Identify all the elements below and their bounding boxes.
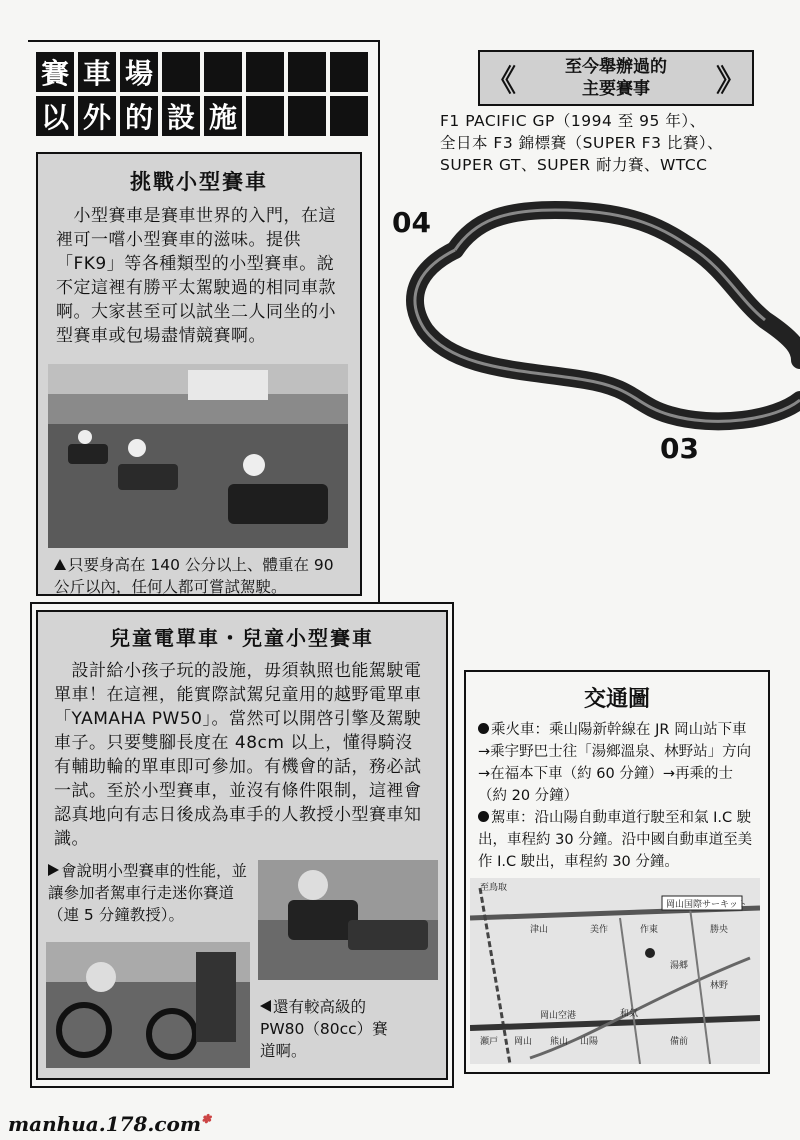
map-label: 美作 (590, 925, 609, 935)
kart-photo (48, 364, 348, 548)
kids-photo-kart (258, 860, 438, 980)
kids-body: 設計給小孩子玩的設施，毋須執照也能駕駛電單車！在這裡，能實際試駕兒童用的越野電單車「YAMAHA PW50」。當然可以開啓引擎及駕駛車子。只要雙腳長度在 48cm 以上，懂得騎沒有輔助輪的單車即可參加。有機會的話，務必試一試。至於小型賽車，並沒有條件限制，這裡會認真地向有志日後成為車手的人教授小型賽車知識。 (54, 661, 422, 849)
map-label: 備前 (670, 1037, 689, 1047)
events-line: F1 PACIFIC GP（1994 至 95 年）、 (440, 112, 706, 130)
title-char: 設 (162, 96, 200, 136)
map-label: 林野 (710, 981, 729, 991)
transport-train (478, 719, 758, 807)
triangle-up-icon (54, 559, 66, 570)
transport-train-text: 乘火車：乘山陽新幹線在 JR 岡山站下車→乘宇野巴士往「湯鄉溫泉、林野站」方向→在福本下車（約 60 分鐘）→再乘的士（約 20 分鐘） (478, 722, 752, 804)
transport-car (478, 807, 758, 873)
triangle-left-icon (260, 1000, 271, 1012)
map-label: 至鳥取 (480, 883, 508, 893)
access-map (470, 878, 760, 1064)
map-label: 和気 (620, 1009, 639, 1019)
sparkle-icon: ✽ (201, 1112, 212, 1126)
map-label: 津山 (530, 925, 549, 935)
kids-caption-2 (260, 996, 400, 1062)
track-label-04: 04 (392, 206, 431, 239)
title-char: 施 (204, 96, 242, 136)
kart-caption-text: 只要身高在 140 公分以上、體重在 90 公斤以內，任何人都可嘗試駕駛。 (54, 556, 334, 596)
events-heading-line2: 主要賽事 (582, 79, 650, 99)
kids-caption-1-text: 會說明小型賽車的性能，並讓參加者駕車行走迷你賽道（連 5 分鐘教授）。 (48, 862, 248, 924)
bullet-icon (478, 723, 489, 734)
triangle-right-icon (48, 864, 59, 876)
map-label: 湯郷 (670, 961, 689, 971)
footer-site-text: manhua.178.com (8, 1112, 202, 1136)
map-label: 山陽 (580, 1037, 599, 1047)
events-heading (478, 50, 754, 106)
track-label-03: 03 (660, 432, 699, 465)
kart-body: 小型賽車是賽車世界的入門，在這裡可一嚐小型賽車的滋味。提供「FK9」等各種類型的小型賽車。說不定這裡有勝平太駕駛過的相同車款啊。大家甚至可以試坐二人同坐的小型賽車或包場盡情競賽啊。 (56, 206, 336, 346)
title-char: 場 (120, 52, 158, 92)
double-chevron-right-icon: 》 (716, 64, 746, 99)
map-label: 岡山 (514, 1037, 533, 1047)
kart-heading: 挑戰小型賽車 (130, 170, 268, 194)
title-char: 賽 (36, 52, 74, 92)
transport-section (464, 670, 770, 1074)
title-char: 的 (120, 96, 158, 136)
events-list (440, 110, 780, 176)
title-char: 以 (36, 96, 74, 136)
title-char: 車 (78, 52, 116, 92)
transport-heading: 交通圖 (583, 687, 650, 712)
kids-caption-2-text: 還有較高級的 PW80（80cc）賽道啊。 (260, 998, 388, 1060)
footer-site (8, 1112, 211, 1136)
events-line: SUPER GT、SUPER 耐力賽、WTCC (440, 156, 708, 174)
map-label: 勝央 (710, 925, 729, 935)
events-line: 全日本 F3 錦標賽（SUPER F3 比賽）、 (440, 134, 724, 152)
kids-section (36, 610, 448, 1080)
kids-caption-1 (48, 860, 248, 926)
map-label: 岡山空港 (540, 1011, 577, 1021)
events-heading-line1: 至今舉辦過的 (565, 57, 667, 77)
kart-caption (54, 554, 350, 598)
kids-heading: 兒童電單車・兒童小型賽車 (110, 626, 374, 650)
title-char: 外 (78, 96, 116, 136)
double-chevron-left-icon: 《 (486, 64, 516, 99)
track-illustration (395, 190, 800, 460)
map-label: 瀬戸 (480, 1037, 499, 1047)
kart-section (36, 152, 362, 596)
transport-car-text: 駕車：沿山陽自動車道行駛至和氣 I.C 駛出，車程約 30 分鐘。沿中國自動車道至美作 I.C 駛出，車程約 30 分鐘。 (478, 810, 753, 870)
map-circuit-label: 岡山国際サーキット (666, 900, 747, 910)
kids-photo-bike (46, 942, 250, 1068)
map-label: 作東 (640, 925, 659, 935)
bullet-icon (478, 811, 489, 822)
map-label: 熊山 (550, 1037, 569, 1047)
